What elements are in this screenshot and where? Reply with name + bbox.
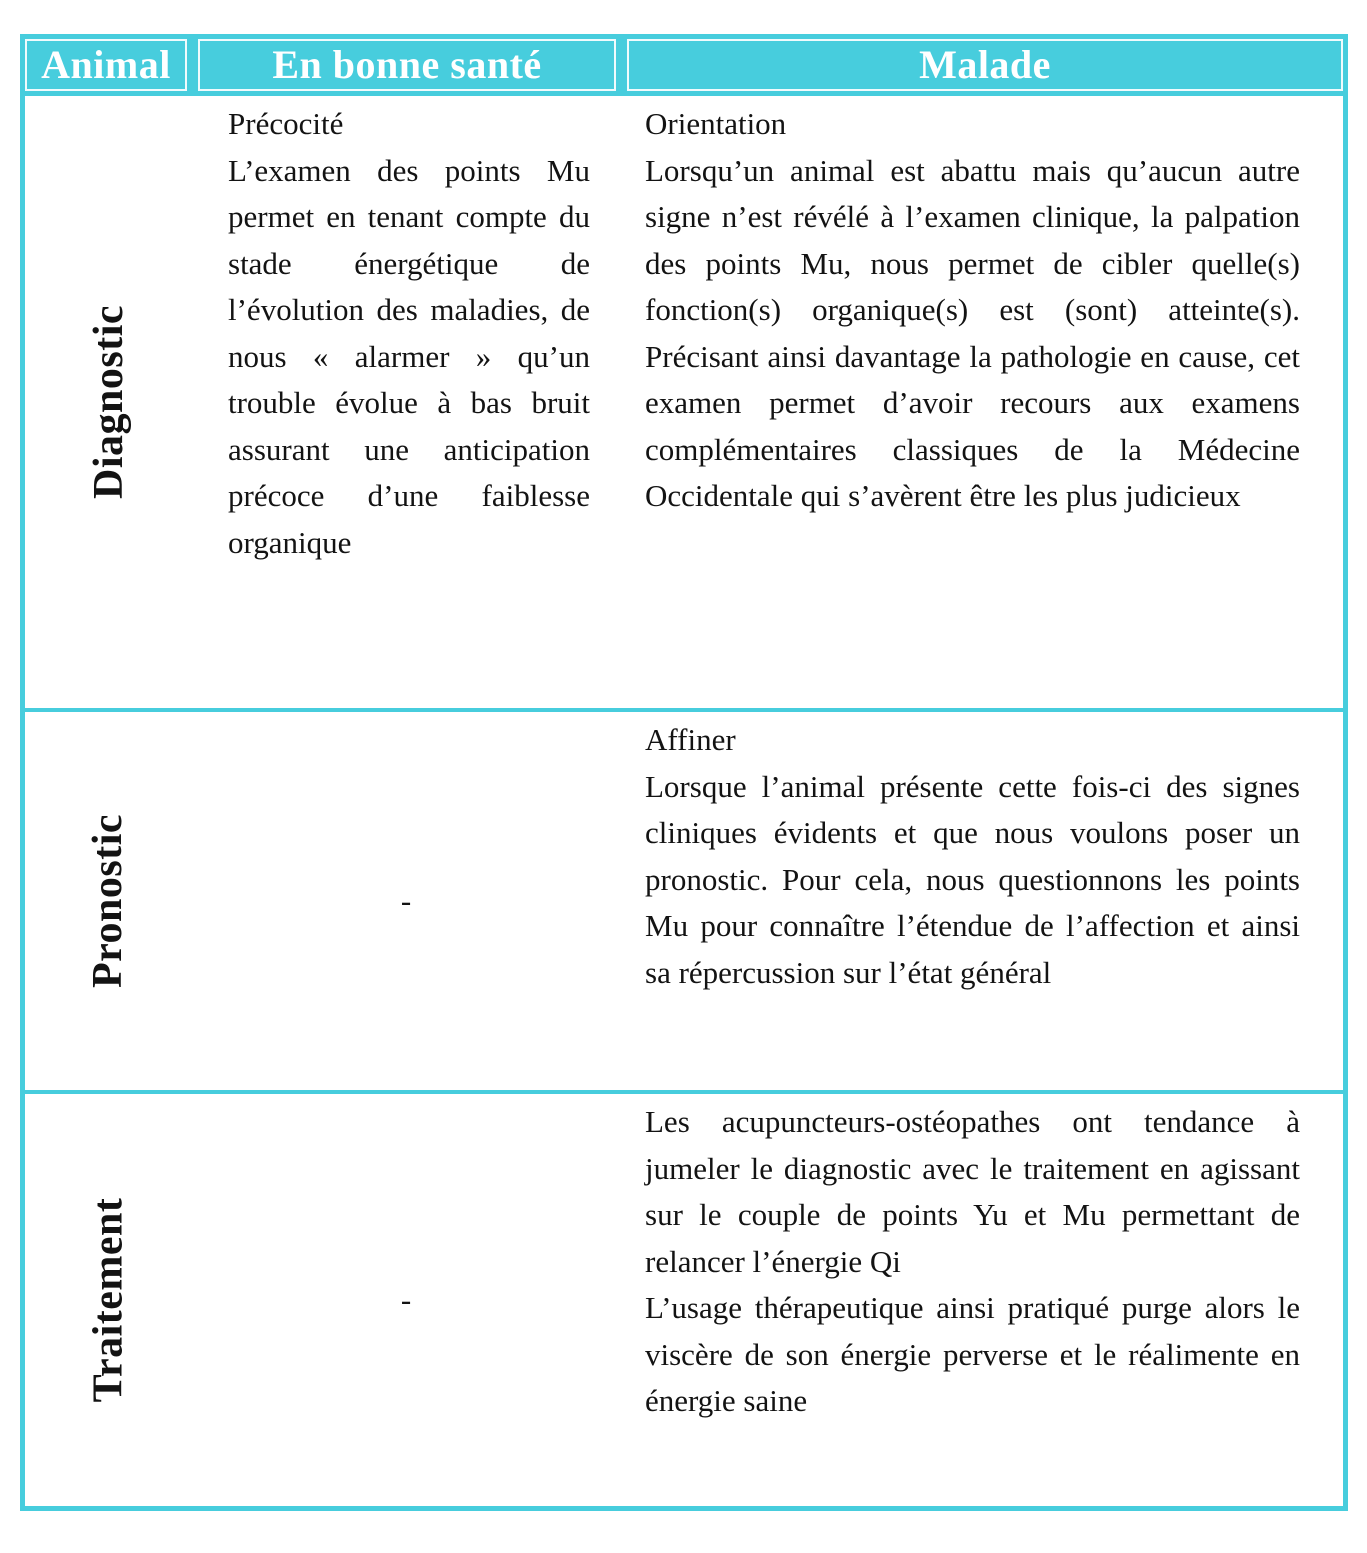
table-row-traitement	[25, 1090, 1343, 1506]
cell-text-diagnostic-healthy: L’examen des points Mu permet en tenant compte du stade énergétique de l’évolution des maladies, de nous « alarmer » qu’un trouble évolue à bas bruit assurant une anticipation précoce d’une faiblesse organique	[228, 152, 590, 560]
row-label-cell-pronostic	[25, 712, 192, 1090]
table-body	[20, 96, 1348, 1511]
row-label-diagnostic: Diagnostic	[85, 305, 132, 499]
row-label-cell-traitement	[25, 1094, 192, 1506]
row-label-pronostic: Pronostic	[85, 813, 132, 989]
header-cell-sick: Malade	[627, 39, 1343, 91]
cell-pronostic-sick	[620, 712, 1343, 1090]
cell-diagnostic-healthy	[192, 96, 620, 708]
cell-pronostic-healthy-dash: -	[400, 883, 412, 918]
cell-text-traitement-sick-p2: L’usage thérapeutique ainsi pratiqué purge alors le viscère de son énergie perverse et le réalimente en énergie saine	[645, 1290, 1300, 1418]
table-header-row	[20, 34, 1348, 96]
cell-diagnostic-sick	[620, 96, 1343, 708]
table-row-diagnostic	[25, 96, 1343, 708]
cell-text-diagnostic-sick: Lorsqu’un animal est abattu mais qu’aucun autre signe n’est révélé à l’examen clinique, la palpation des points Mu, nous permet de cibler quelle(s) fonction(s) organique(s) est (sont) atteinte(s). Précisant ainsi davantage la pathologie en cause, cet examen permet d’avoir recours aux examens complémentaires classiques de la Médecine Occidentale qui s’avèrent être les plus judicieux	[645, 152, 1300, 513]
cell-title-orientation: Orientation	[645, 106, 787, 141]
cell-traitement-sick	[620, 1094, 1343, 1506]
row-label-traitement: Traitement	[85, 1197, 132, 1403]
cell-traitement-healthy-dash: -	[400, 1282, 412, 1317]
mu-points-table	[20, 34, 1348, 1511]
header-cell-healthy: En bonne santé	[198, 39, 616, 91]
table-row-pronostic	[25, 708, 1343, 1090]
header-cell-animal: Animal	[25, 39, 187, 91]
row-label-cell-diagnostic	[25, 96, 192, 708]
cell-text-pronostic-sick: Lorsque l’animal présente cette fois-ci des signes cliniques évidents et que nous voulons poser un pronostic. Pour cela, nous questionnons les points Mu pour connaître l’étendue de l’affection et ainsi sa répercussion sur l’état général	[645, 768, 1300, 990]
cell-title-affiner: Affiner	[645, 722, 736, 757]
cell-title-precocite: Précocité	[228, 106, 344, 141]
cell-text-traitement-sick-p1: Les acupuncteurs-ostéopathes ont tendance à jumeler le diagnostic avec le traitement en agissant sur le couple de points Yu et Mu permettant de relancer l’énergie Qi	[645, 1104, 1300, 1279]
